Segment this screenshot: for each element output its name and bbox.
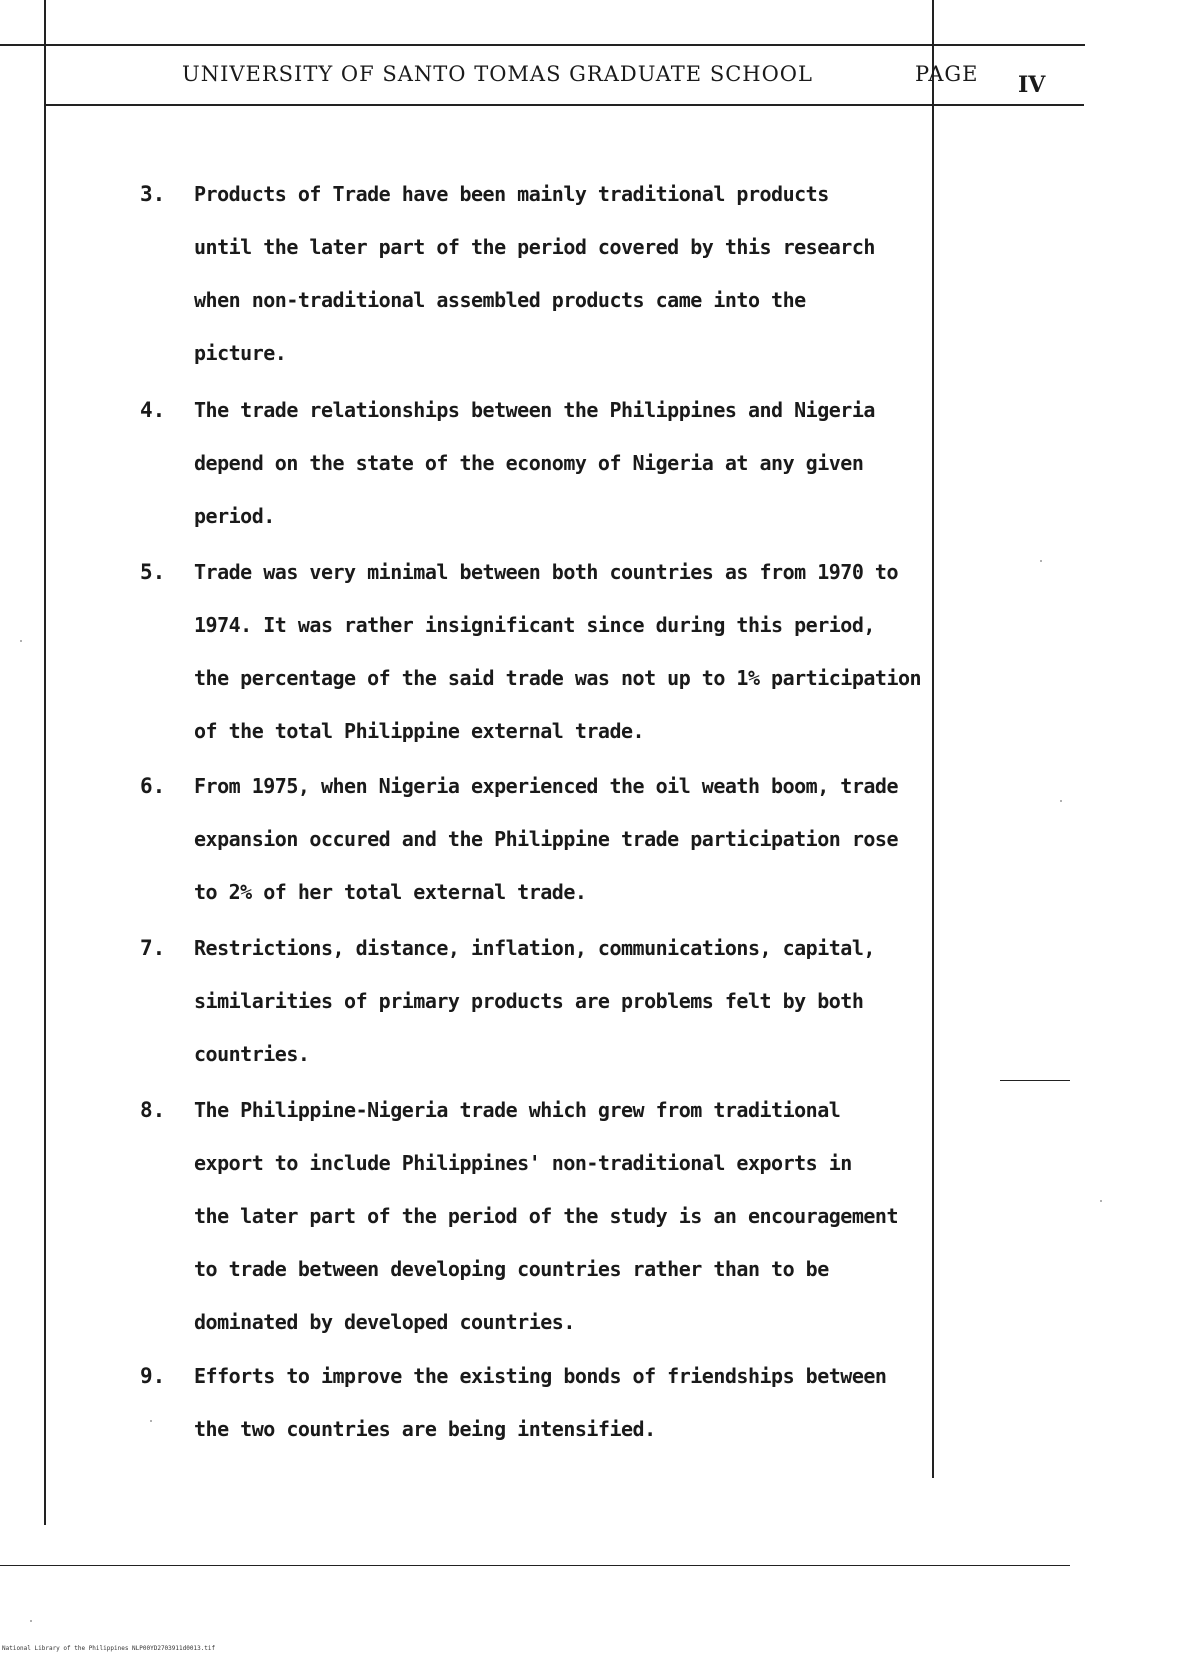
scan-speck [1040, 560, 1042, 562]
scan-speck [1100, 1200, 1102, 1202]
header-under-rule [44, 104, 1084, 106]
item-text: Efforts to improve the existing bonds of friendships between the two countries are being intensified. [194, 1364, 887, 1441]
list-item [140, 168, 1010, 380]
list-item [140, 1350, 1010, 1456]
item-text: Trade was very minimal between both countries as from 1970 to 1974. It was rather insignificant since during this period, the percentage of the said trade was not up to 1% participation of the total Philippine external trade. [194, 560, 922, 743]
page-label: PAGE [915, 62, 979, 86]
item-number: 6. [140, 774, 166, 798]
scan-speck [20, 640, 22, 642]
scan-speck [1060, 800, 1062, 802]
item-number: 7. [140, 936, 166, 960]
page-number: IV [1018, 72, 1046, 98]
list-item [140, 1084, 1010, 1349]
item-number: 3. [140, 182, 166, 206]
item-text: The trade relationships between the Philippines and Nigeria depend on the state of the economy of Nigeria at any given period. [194, 398, 875, 528]
item-number: 9. [140, 1364, 166, 1388]
item-text: Restrictions, distance, inflation, communications, capital, similarities of primary products are problems felt by both countries. [194, 936, 875, 1066]
frame-left-rule [44, 0, 46, 1525]
scan-speck [30, 1620, 32, 1622]
header-title: UNIVERSITY OF SANTO TOMAS GRADUATE SCHOOL [182, 62, 813, 86]
right-margin-rule [1000, 1080, 1070, 1081]
item-number: 5. [140, 560, 166, 584]
frame-top-rule [0, 44, 1085, 46]
item-text: From 1975, when Nigeria experienced the oil weath boom, trade expansion occured and the Philippine trade participation rose to 2% of her total external trade. [194, 774, 899, 904]
scan-speck [150, 1420, 152, 1422]
list-item [140, 546, 1010, 758]
item-text: The Philippine-Nigeria trade which grew from traditional export to include Philippines' non-traditional exports in the later part of the period of the study is an encouragement to trade between developing countries rather than to be dominated by developed countries. [194, 1098, 899, 1334]
item-text: Products of Trade have been mainly traditional products until the later part of the period covered by this research when non-traditional assembled products came into the picture. [194, 182, 875, 365]
list-item [140, 760, 1010, 919]
item-number: 8. [140, 1098, 166, 1122]
list-item [140, 384, 1010, 543]
frame-bottom-rule [0, 1565, 1070, 1566]
item-number: 4. [140, 398, 166, 422]
list-item [140, 922, 1010, 1081]
scan-source-footer: National Library of the Philippines NLP00YD2703911d0013.tif [2, 1645, 216, 1652]
